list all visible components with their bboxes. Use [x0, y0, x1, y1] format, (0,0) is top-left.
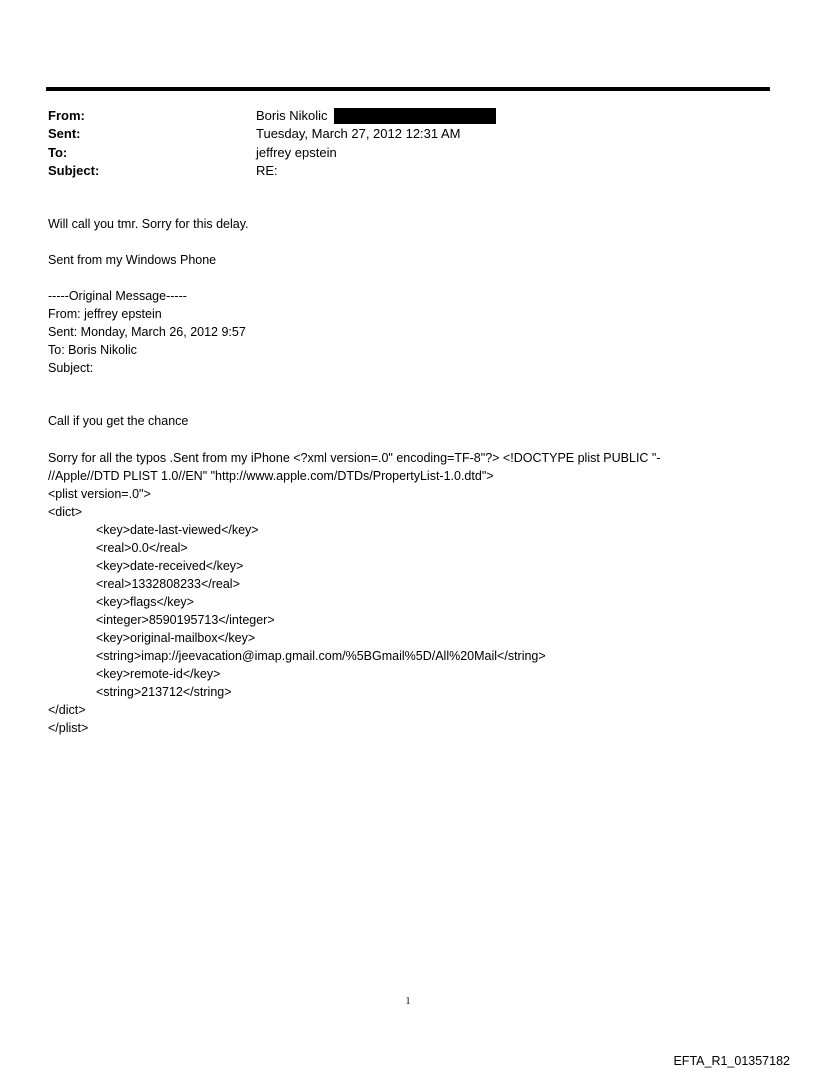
dict-open: <dict>	[48, 505, 83, 519]
dict-line: <key>original-mailbox</key>	[96, 631, 256, 645]
dict-line: <key>flags</key>	[96, 595, 194, 609]
header-rule	[46, 87, 770, 91]
dict-close: </dict>	[48, 703, 86, 717]
plist-open: <plist version=.0">	[48, 487, 151, 501]
signature-text: Sent from my Windows Phone	[48, 253, 217, 267]
original-sent: Sent: Monday, March 26, 2012 9:57	[48, 325, 246, 339]
dict-line: <real>1332808233</real>	[96, 577, 240, 591]
typos-line-2: //Apple//DTD PLIST 1.0//EN" "http://www.apple.com/DTDs/PropertyList-1.0.dtd">	[48, 469, 494, 483]
document-id: EFTA_R1_01357182	[673, 1054, 790, 1068]
from-label: From:	[48, 108, 85, 123]
to-label: To:	[48, 145, 68, 160]
from-name: Boris Nikolic	[256, 108, 328, 123]
dict-line: <key>date-received</key>	[96, 559, 244, 573]
original-subject: Subject:	[48, 361, 94, 375]
from-value	[256, 108, 496, 124]
original-to: To: Boris Nikolic	[48, 343, 137, 357]
plist-close: </plist>	[48, 721, 89, 735]
dict-line: <integer>8590195713</integer>	[96, 613, 275, 627]
dict-line: <string>imap://jeevacation@imap.gmail.com/%5BGmail%5D/All%20Mail</string>	[96, 649, 546, 663]
subject-value: RE:	[256, 163, 278, 178]
dict-line: <key>date-last-viewed</key>	[96, 523, 259, 537]
page-number: 1	[405, 996, 411, 1007]
reply-text: Will call you tmr. Sorry for this delay.	[48, 217, 249, 231]
to-value: jeffrey epstein	[256, 145, 337, 160]
redaction-box	[334, 108, 496, 124]
sent-value: Tuesday, March 27, 2012 12:31 AM	[256, 126, 461, 141]
subject-label: Subject:	[48, 163, 100, 178]
dict-line: <key>remote-id</key>	[96, 667, 221, 681]
original-message-marker: -----Original Message-----	[48, 289, 187, 303]
typos-line-1: Sorry for all the typos .Sent from my iPhone <?xml version=.0" encoding=TF-8"?> <!DOCTYPE plist PUBLIC "-	[48, 451, 661, 465]
dict-line: <real>0.0</real>	[96, 541, 188, 555]
message-text: Call if you get the chance	[48, 414, 189, 428]
dict-line: <string>213712</string>	[96, 685, 232, 699]
original-from: From: jeffrey epstein	[48, 307, 162, 321]
sent-label: Sent:	[48, 126, 81, 141]
